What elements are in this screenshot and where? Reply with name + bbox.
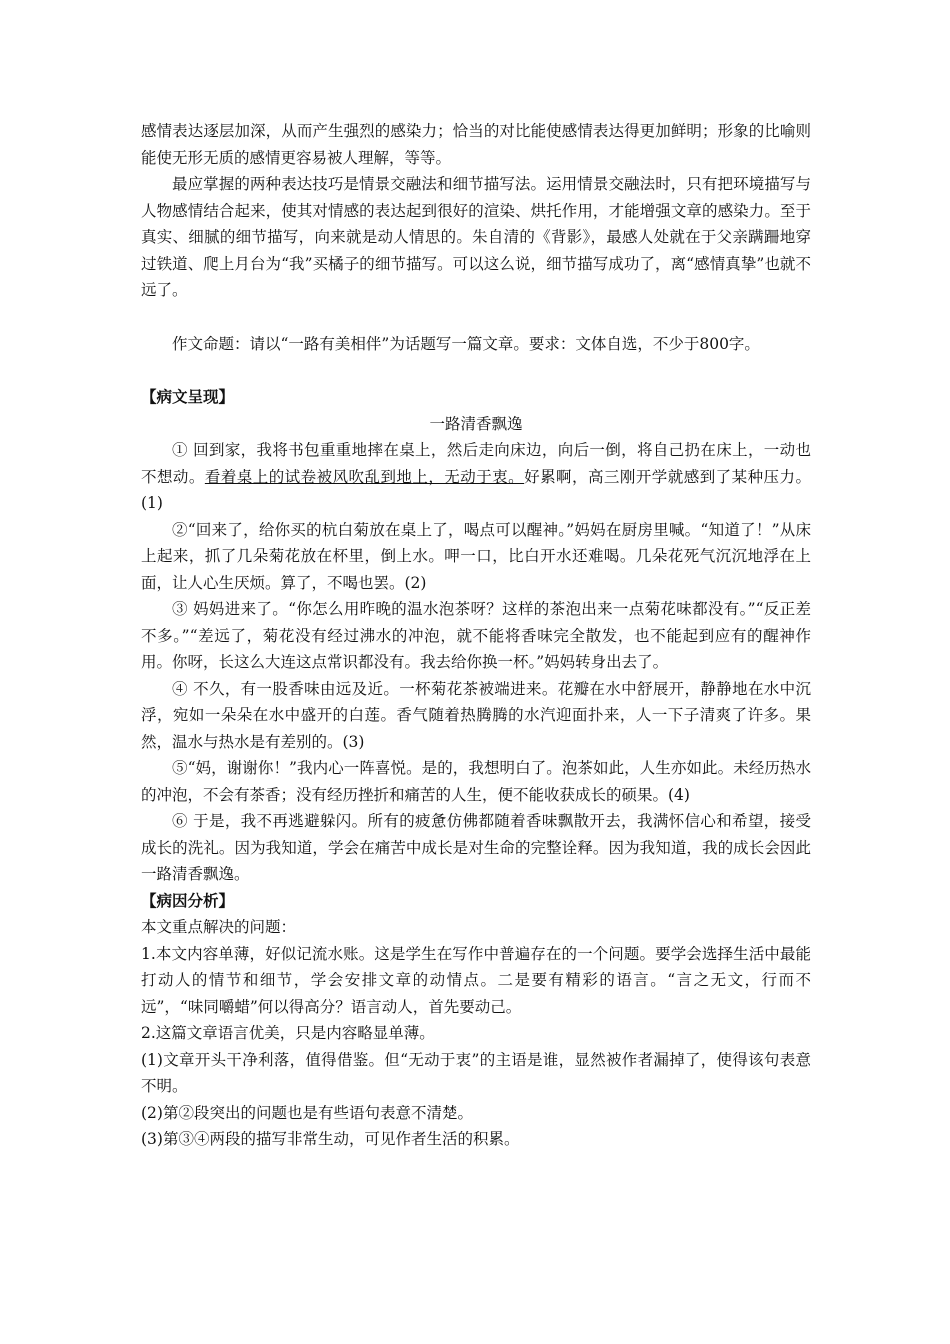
- analysis-note-1: (1)文章开头干净利落，值得借鉴。但“无动于衷”的主语是谁，显然被作者漏掉了，使得该句表意不明。: [141, 1050, 811, 1095]
- essay-paragraph-1-underlined: 看着桌上的试卷被风吹乱到地上，无动于衷。: [204, 467, 525, 486]
- intro-paragraph-1: 感情表达逐层加深，从而产生强烈的感染力；恰当的对比能使感情表达得更加鲜明；形象的比喻则能使无形无质的感情更容易被人理解，等等。: [141, 122, 811, 167]
- essay-paragraph-4: ④ 不久，有一股香味由远及近。一杯菊花茶被端进来。花瓣在水中舒展开，静静地在水中沉浮，宛如一朵朵在水中盛开的白莲。香气随着热腾腾的水汽迎面扑来，人一下子清爽了许多。果然，温水与热水是有差别的。(3): [141, 679, 811, 751]
- essay-paragraph-3: ③ 妈妈进来了。“你怎么用昨晚的温水泡茶呀？这样的茶泡出来一点菊花味都没有。”“反正差不多。”“差远了，菊花没有经过沸水的冲泡，就不能将香味完全散发，也不能起到应有的醒神作用。你呀，长这么大连这点常识都没有。我去给你换一杯。”妈妈转身出去了。: [141, 600, 811, 671]
- analysis-lead: 本文重点解决的问题：: [141, 918, 297, 936]
- essay-title: 一路清香飘逸: [429, 414, 523, 433]
- essay-paragraph-1-text-b: 好累啊，高三刚开学就感到了某种压力。(1): [141, 467, 811, 512]
- essay-paragraph-1-text-a: ① 回到家，我将书包重重地摔在桌上，然后走向床边，向后一倒，将自己扔在床上，一动也不想动。: [141, 441, 811, 486]
- essay-paragraph-1: [141, 437, 811, 517]
- analysis-item-2: 2.这篇文章语言优美，只是内容略显单薄。: [141, 1024, 435, 1042]
- spacer: [141, 357, 811, 384]
- intro-paragraph-2: 最应掌握的两种表达技巧是情景交融法和细节描写法。运用情景交融法时，只有把环境描写与人物感情结合起来，使其对情感的表达起到很好的渲染、烘托作用，才能增强文章的感染力。至于真实、细腻的细节描写，向来就是动人情思的。朱自清的《背影》，最感人处就在于父亲蹒跚地穿过铁道、爬上月台为“我”买橘子的细节描写。可以这么说，细节描写成功了，离“感情真挚”也就不远了。: [141, 175, 811, 299]
- analysis-note-3: (3)第③④两段的描写非常生动，可见作者生活的积累。: [141, 1130, 520, 1148]
- analysis-item-1: 1.本文内容单薄，好似记流水账。这是学生在写作中普遍存在的一个问题。要学会选择生活中最能打动人的情节和细节，学会安排文章的动情点。二是要有精彩的语言。“言之无文，行而不远”，“味同嚼蜡”何以得高分？语言动人，首先要动己。: [141, 944, 811, 1016]
- section-label-analysis: 【病因分析】: [141, 890, 235, 910]
- essay-paragraph-2: ②“回来了，给你买的杭白菊放在桌上了，喝点可以醒神。”妈妈在厨房里喊。“知道了！”从床上起来，抓了几朵菊花放在杯里，倒上水。呷一口，比白开水还难喝。几朵花死气沉沉地浮在上面，让人心生厌烦。算了，不喝也罢。(2): [141, 520, 811, 592]
- spacer: [141, 304, 811, 331]
- composition-prompt: 作文命题：请以“一路有美相伴”为话题写一篇文章。要求：文体自选，不少于800字。: [172, 334, 760, 353]
- section-label-essay: 【病文呈现】: [141, 387, 235, 406]
- document-page: [141, 118, 811, 1153]
- essay-paragraph-6: ⑥ 于是，我不再逃避躲闪。所有的疲惫仿佛都随着香味飘散开去，我满怀信心和希望，接受成长的洗礼。因为我知道，学会在痛苦中成长是对生命的完整诠释。因为我知道，我的成长会因此一路清香飘逸。: [141, 812, 811, 883]
- analysis-note-2: (2)第②段突出的问题也是有些语句表意不清楚。: [141, 1103, 473, 1122]
- essay-paragraph-5: ⑤“妈，谢谢你！”我内心一阵喜悦。是的，我想明白了。泡茶如此，人生亦如此。未经历热水的冲泡，不会有茶香；没有经历挫折和痛苦的人生，便不能收获成长的硕果。(4): [141, 759, 811, 804]
